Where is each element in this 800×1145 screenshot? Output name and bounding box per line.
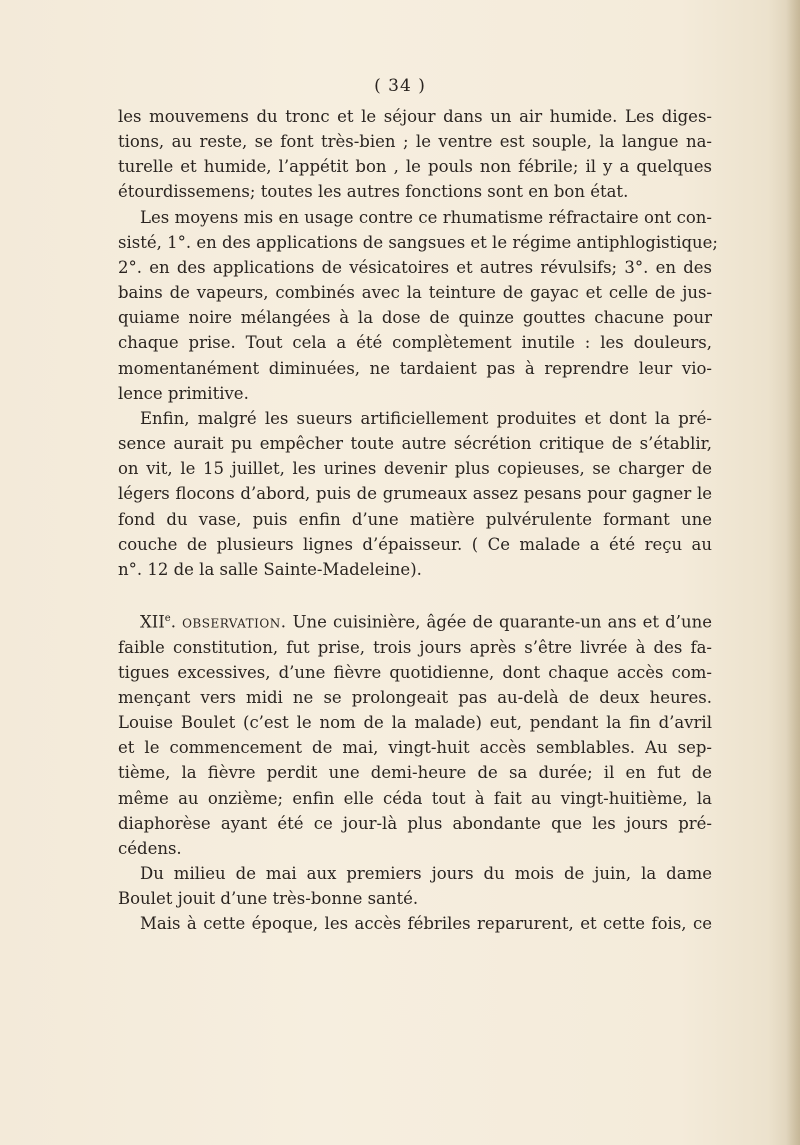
text-line: même au onzième; enfin elle céda tout à fait au vingt-huitième, la: [118, 788, 712, 808]
section-gap: [118, 582, 712, 606]
text-line: on vit, le 15 juillet, les urines devenir plus copieuses, se charger de: [118, 459, 712, 479]
text-line: fond du vase, puis enfin d’une matière pulvérulente formant une: [118, 509, 712, 529]
text-line: cédens.: [118, 838, 182, 858]
text-line: et le commencement de mai, vingt-huit accès semblables. Au sep-: [118, 738, 712, 758]
text-line: mençant vers midi ne se prolongeait pas au-delà de deux heures.: [118, 687, 712, 707]
body-text: [118, 104, 718, 937]
text-line: quiame noire mélangées à la dose de quinze gouttes chacune pour: [118, 308, 712, 328]
text-line: couche de plusieurs lignes d’épaisseur. ( Ce malade a été reçu au: [118, 534, 712, 554]
observation-first-line: Une cuisinière, âgée de quarante-un ans et d’une: [286, 612, 712, 632]
text-block-1: [118, 104, 718, 582]
text-line: Boulet jouit d’une très-bonne santé.: [118, 889, 419, 909]
text-line: chaque prise. Tout cela a été complètement inutile : les douleurs,: [118, 333, 712, 353]
text-line: sence aurait pu empêcher toute autre sécrétion critique de s’établir,: [118, 434, 712, 454]
text-line: tions, au reste, se font très-bien ; le ventre est souple, la langue na-: [118, 132, 712, 152]
text-line: tième, la fièvre perdit une demi-heure de sa durée; il en fut de: [118, 763, 712, 783]
text-line: Enfin, malgré les sueurs artificiellement produites et dont la pré-: [140, 408, 712, 428]
text-line: légers flocons d’abord, puis de grumeaux assez pesans pour gagner le: [118, 484, 712, 504]
text-line: bains de vapeurs, combinés avec la teinture de gayac et celle de jus-: [118, 283, 712, 303]
text-line: Les moyens mis en usage contre ce rhumatisme réfractaire ont con-: [140, 207, 712, 227]
observation-heading-line: [118, 606, 712, 635]
text-line: Mais à cette époque, les accès fébriles reparurent, et cette fois, ce: [140, 914, 712, 934]
text-line: tigues excessives, d’une fièvre quotidienne, dont chaque accès com-: [118, 662, 712, 682]
text-block-2: [118, 635, 712, 937]
text-line: sisté, 1°. en des applications de sangsues et le régime antiphlogistique;: [118, 232, 718, 252]
page-number: ( 34 ): [374, 76, 426, 96]
text-line: étourdissemens; toutes les autres fonctions sont en bon état.: [118, 182, 629, 202]
page-edge-shadow: [786, 0, 800, 1145]
text-line: diaphorèse ayant été ce jour-là plus abondante que les jours pré-: [118, 813, 712, 833]
observation-label: observation.: [182, 612, 287, 632]
observation-number: XII: [140, 612, 165, 632]
text-line: turelle et humide, l’appétit bon , le pouls non fébrile; il y a quelques: [118, 157, 712, 177]
text-line: lence primitive.: [118, 383, 249, 403]
text-line: les mouvemens du tronc et le séjour dans un air humide. Les diges-: [118, 107, 712, 126]
text-line: n°. 12 de la salle Sainte-Madeleine).: [118, 559, 422, 579]
observation-superscript: e: [164, 612, 171, 624]
observation-dot: .: [170, 612, 183, 632]
text-line: Louise Boulet (c’est le nom de la malade) eut, pendant la fin d’avril: [118, 713, 712, 733]
text-line: 2°. en des applications de vésicatoires et autres révulsifs; 3°. en des: [118, 257, 712, 277]
text-line: momentanément diminuées, ne tardaient pas à reprendre leur vio-: [118, 358, 712, 378]
text-line: Du milieu de mai aux premiers jours du mois de juin, la dame: [140, 864, 712, 884]
text-line: faible constitution, fut prise, trois jours après s’être livrée à des fa-: [118, 637, 712, 657]
